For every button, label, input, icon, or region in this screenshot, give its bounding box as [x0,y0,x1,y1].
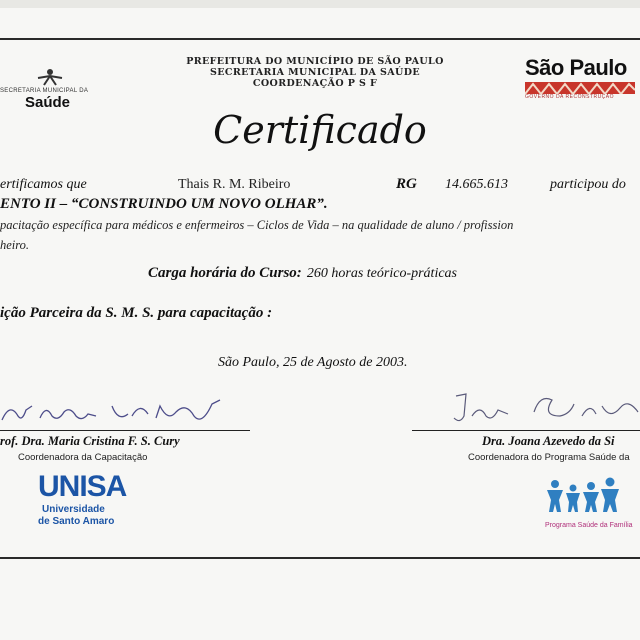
left-signature-icon [0,392,230,432]
course-description-cont: heiro. [0,238,30,252]
unisa-name-line-2: de Santo Amaro [38,516,115,527]
sao-paulo-logo-caption: GOVERNO DA RECONSTRUÇÃO [525,94,615,100]
course-description: pacitação específica para médicos e enfermeiros – Ciclos de Vida – na qualidade de aluno / profission [0,218,514,232]
certificate-title: Certificado [213,108,427,152]
left-signatory-role: Coordenadora da Capacitação [18,452,148,463]
unisa-logo-text: UNISA [38,470,127,503]
sao-paulo-pattern-icon [525,82,635,94]
rg-label: RG [396,176,417,192]
unisa-name-line-1: Universidade [42,504,105,515]
sao-paulo-logo [525,55,640,107]
saude-logo-text: Saúde [25,94,71,111]
partner-institution: ição Parceira da S. M. S. para capacitação : [0,305,273,321]
header-line-3: COORDENAÇÃO P S F [252,78,378,89]
participated-text: participou do [550,177,626,192]
right-handwritten-signature [450,386,640,434]
right-signature-line [412,430,640,431]
event-title: ENTO II – “CONSTRUINDO UM NOVO OLHAR”. [0,196,328,212]
workload [148,262,457,282]
left-signatory-name: rof. Dra. Maria Cristina F. S. Cury [0,434,180,448]
right-signature-icon [450,386,640,430]
workload-label: Carga horária do Curso: [148,265,302,281]
rg-number: 14.665.613 [445,177,508,192]
header-line-1: PREFEITURA DO MUNICÍPIO DE SÃO PAULO [186,56,444,67]
certify-prefix: ertificamos que [0,177,87,192]
scan-edge [0,0,640,8]
top-border-line [0,38,640,40]
psf-family-icon [545,476,625,518]
psf-logo-text: Programa Saúde da Família [545,522,633,529]
saude-logo-caption: SECRETARIA MUNICIPAL DA [0,88,89,94]
header-line-2: SECRETARIA MUNICIPAL DA SAÚDE [210,67,420,78]
saude-logo-icon [30,68,70,90]
bottom-border-line [0,557,640,559]
right-signatory-role: Coordenadora do Programa Saúde da [468,452,630,463]
issue-date: São Paulo, 25 de Agosto de 2003. [218,355,408,370]
workload-value: 260 horas teórico-práticas [306,266,457,281]
left-signature-line [0,430,250,431]
participant-name: Thais R. M. Ribeiro [178,177,291,192]
unisa-logo [38,470,126,528]
psf-logo [545,476,633,529]
right-signatory-name: Dra. Joana Azevedo da Si [482,434,615,448]
sao-paulo-logo-text: São Paulo [525,55,627,80]
